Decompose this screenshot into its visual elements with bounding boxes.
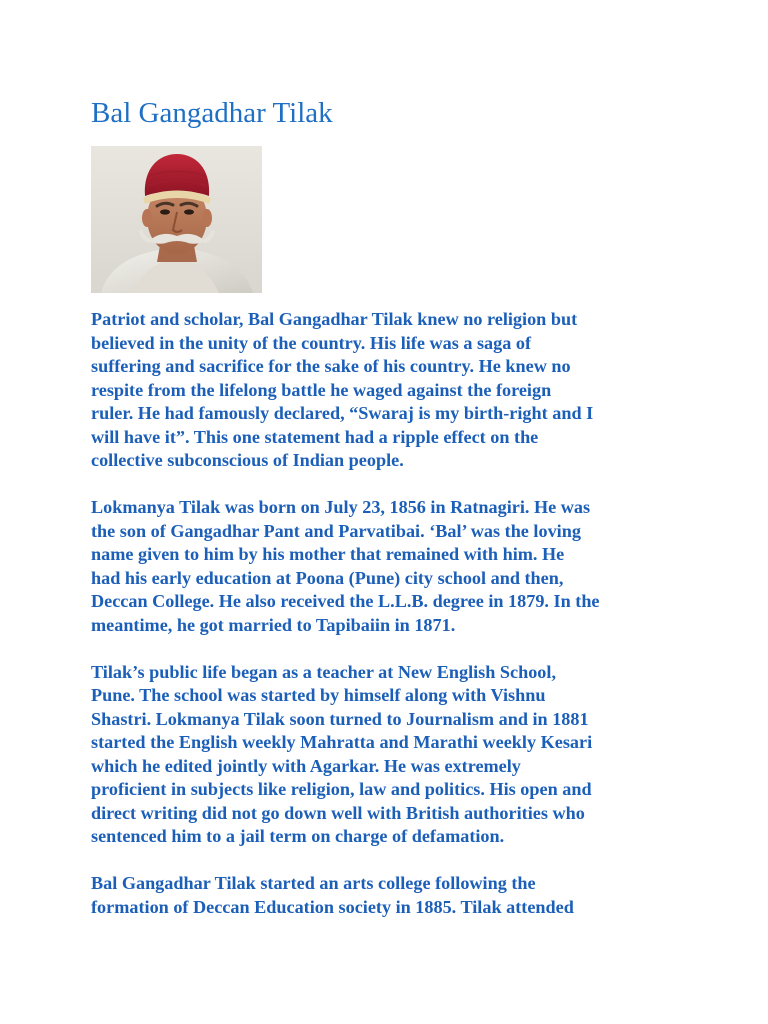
text-line: Bal Gangadhar Tilak started an arts college following the — [91, 873, 536, 893]
text-line: suffering and sacrifice for the sake of his country. He knew no — [91, 356, 571, 376]
text-line: the son of Gangadhar Pant and Parvatibai. ‘Bal’ was the loving — [91, 520, 581, 541]
text-line: collective subconscious of Indian people. — [91, 450, 404, 470]
text-line: formation of Deccan Education society in 1885. Tilak attended — [91, 896, 574, 917]
paragraph-1 — [91, 308, 691, 473]
text-line: proficient in subjects like religion, law and politics. His open and — [91, 779, 592, 799]
text-line: respite from the lifelong battle he waged against the foreign — [91, 379, 552, 400]
paragraph-2 — [91, 496, 691, 637]
text-line: meantime, he got married to Tapibaiin in 1871. — [91, 614, 456, 635]
text-line: will have it”. This one statement had a ripple effect on the — [91, 426, 539, 447]
page-title: Bal Gangadhar Tilak — [91, 97, 333, 129]
paragraph-3 — [91, 661, 691, 849]
text-line: which he edited jointly with Agarkar. He was extremely — [91, 755, 521, 776]
portrait-photo — [91, 146, 262, 293]
text-line: name given to him by his mother that remained with him. He — [91, 544, 565, 564]
text-line: had his early education at Poona (Pune) city school and then, — [91, 567, 564, 588]
text-line: started the English weekly Mahratta and Marathi weekly Kesari — [91, 732, 593, 752]
text-line: sentenced him to a jail term on charge of defamation. — [91, 826, 505, 846]
text-line: Pune. The school was started by himself along with Vishnu — [91, 685, 546, 705]
text-line: Deccan College. He also received the L.L.B. degree in 1879. In the — [91, 591, 600, 611]
text-line: Patriot and scholar, Bal Gangadhar Tilak knew no religion but — [91, 309, 578, 329]
text-line: Tilak’s public life began as a teacher at New English School, — [91, 661, 557, 682]
article-body — [91, 308, 691, 943]
text-line: Lokmanya Tilak was born on July 23, 1856 in Ratnagiri. He was — [91, 497, 591, 517]
paragraph-4 — [91, 872, 691, 919]
text-line: Shastri. Lokmanya Tilak soon turned to Journalism and in 1881 — [91, 708, 589, 729]
text-line: direct writing did not go down well with British authorities who — [91, 802, 585, 823]
portrait-illustration — [91, 146, 262, 293]
text-line: believed in the unity of the country. His life was a saga of — [91, 332, 532, 353]
text-line: ruler. He had famously declared, “Swaraj is my birth-right and I — [91, 403, 594, 423]
